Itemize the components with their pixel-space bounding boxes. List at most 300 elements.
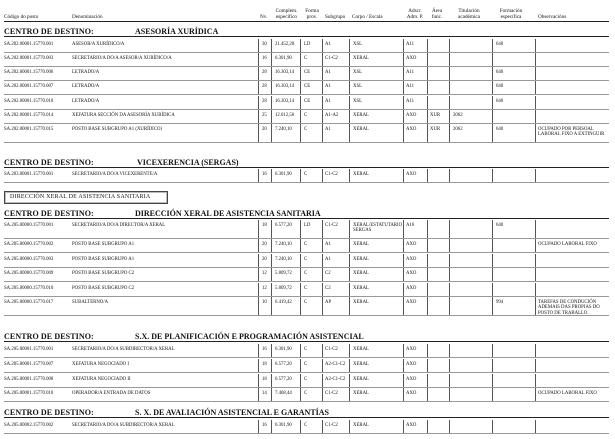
posto-denominacion: OPERADOR/A ENTRADA DE DATOS (72, 391, 151, 396)
posto-code: SA.205.00000.15770.001 (4, 223, 54, 228)
column-divider (492, 110, 493, 123)
column-divider (492, 96, 493, 109)
posto-adscricion: AXO (406, 300, 417, 305)
posto-nivel: 16 (262, 423, 267, 428)
posto-corpo: XERAL (353, 362, 369, 367)
posto-subgrupo: C2 (325, 286, 331, 291)
posto-subgrupo: C2 (325, 271, 331, 276)
column-divider (322, 169, 323, 182)
posto-subgrupo: A1 (325, 99, 331, 104)
column-divider (427, 39, 428, 52)
posto-denominacion: XEFATURA NEGOCIADO I (72, 362, 129, 367)
posto-formacion: 640 (496, 84, 504, 89)
column-divider (492, 81, 493, 94)
posto-subgrupo: C1-C2 (325, 347, 338, 352)
posto-denominacion: SECRETARIO/A DO/A VICEXERENTE/A (72, 172, 158, 177)
posto-formacion: 994 (496, 300, 504, 305)
column-divider (427, 297, 428, 315)
posto-nivel: 12 (262, 286, 267, 291)
posto-complemento: 6.577,20 (275, 377, 292, 382)
column-divider (449, 344, 450, 357)
posto-adscricion: AXO (406, 127, 417, 132)
posto-corpo: XERAL (353, 286, 369, 291)
column-divider (322, 388, 323, 401)
posto-forma: C (304, 377, 308, 382)
posto-adscricion: A16 (406, 223, 415, 228)
posto-code: SA.205.00001.15770.007 (4, 362, 54, 367)
column-divider (449, 254, 450, 267)
posto-formacion: 640 (496, 99, 504, 104)
row-divider (4, 52, 609, 53)
posto-nivel: 16 (262, 347, 267, 352)
column-divider (492, 124, 493, 142)
column-divider (403, 254, 404, 267)
posto-denominacion: POSTO BASE SUBGRUPO C2 (72, 271, 135, 276)
column-divider (322, 124, 323, 142)
posto-adscricion: A11 (406, 42, 415, 47)
column-divider (449, 374, 450, 387)
column-divider (300, 124, 301, 142)
posto-forma: C (304, 347, 308, 352)
column-divider (258, 96, 259, 109)
posto-complemento: 6.419,42 (275, 300, 292, 305)
column-divider (322, 283, 323, 296)
column-divider (300, 254, 301, 267)
column-divider (271, 220, 272, 238)
posto-denominacion: POSTO BASE SUBGRUPO A1 (XURÍDICO) (72, 127, 162, 132)
column-divider (403, 53, 404, 66)
column-divider (492, 359, 493, 372)
column-divider (492, 169, 493, 182)
column-divider (300, 96, 301, 109)
column-divider (535, 239, 536, 252)
column-divider (403, 239, 404, 252)
column-divider (427, 110, 428, 123)
posto-area: XUR (430, 113, 441, 118)
column-divider (271, 169, 272, 182)
posto-area: XUR (430, 127, 441, 132)
posto-adscricion: AXO (406, 347, 417, 352)
posto-subgrupo: A2-C1-C2 (325, 377, 346, 382)
section-label: CENTRO DE DESTINO: (4, 158, 94, 167)
column-divider (427, 53, 428, 66)
column-divider (535, 96, 536, 109)
posto-observacions: OCUPADO LABORAL FIXO (538, 242, 597, 247)
posto-forma: C (304, 113, 308, 118)
column-divider (492, 220, 493, 238)
posto-forma: LD (304, 223, 311, 228)
row-divider (4, 267, 609, 268)
column-divider (258, 220, 259, 238)
column-divider (492, 420, 493, 433)
column-divider (300, 39, 301, 52)
column-divider (535, 169, 536, 182)
header-denominacion: Denominación (72, 14, 103, 20)
column-divider (271, 124, 272, 142)
row-divider (4, 182, 609, 183)
column-divider (349, 344, 350, 357)
column-divider (449, 359, 450, 372)
row-divider (4, 433, 609, 434)
column-divider (449, 268, 450, 281)
posto-adscricion: AXO (406, 423, 417, 428)
boxed-heading-text: DIRECCIÓN XERAL DE ASISTENCIA SANITARIA (10, 194, 151, 200)
posto-code: SA.205.00001.15770.001 (4, 347, 54, 352)
boxed-heading (4, 191, 168, 204)
column-divider (449, 53, 450, 66)
column-divider (271, 39, 272, 52)
column-divider (258, 420, 259, 433)
header-area: Área func. (431, 8, 443, 20)
column-divider (271, 110, 272, 123)
column-divider (300, 283, 301, 296)
posto-denominacion: LETRADO/A (72, 70, 100, 75)
posto-adscricion: AXO (406, 56, 417, 61)
column-divider (535, 344, 536, 357)
column-divider (258, 39, 259, 52)
posto-titulacion: 2062 (453, 113, 463, 118)
column-divider (427, 169, 428, 182)
posto-adscricion: A11 (406, 84, 415, 89)
column-divider (449, 388, 450, 401)
column-divider (449, 67, 450, 80)
posto-code: SA.205.00001.15770.008 (4, 377, 54, 382)
posto-subgrupo: AP (325, 300, 332, 305)
column-divider (492, 268, 493, 281)
posto-code: SA.205.00000.15770.003 (4, 257, 54, 262)
posto-subgrupo: A2-C1-C2 (325, 362, 346, 367)
posto-adscricion: AXO (406, 172, 417, 177)
posto-denominacion: ASESOR/A XURÍDICO/A (72, 42, 125, 47)
posto-code: SA.202.00001.15770.006 (4, 70, 54, 75)
posto-nivel: 16 (262, 172, 267, 177)
posto-adscricion: AXO (406, 257, 417, 262)
column-divider (535, 124, 536, 142)
posto-subgrupo: A1 (325, 84, 331, 89)
column-divider (403, 283, 404, 296)
posto-code: SA.202.00001.15770.007 (4, 84, 54, 89)
section-rule (4, 341, 609, 342)
posto-complemento: 5.809,72 (275, 286, 292, 291)
column-divider (535, 374, 536, 387)
section-name: DIRECCIÓN XERAL DE ASISTENCIA SANITARIA (135, 209, 321, 218)
column-divider (300, 239, 301, 252)
column-divider (271, 81, 272, 94)
column-divider (349, 297, 350, 315)
posto-corpo: XSL (353, 70, 363, 75)
column-divider (322, 67, 323, 80)
column-divider (427, 220, 428, 238)
posto-adscricion: A11 (406, 70, 415, 75)
column-divider (258, 344, 259, 357)
column-divider (427, 388, 428, 401)
column-divider (258, 169, 259, 182)
row-divider (4, 252, 609, 253)
column-divider (427, 283, 428, 296)
column-divider (258, 254, 259, 267)
column-divider (271, 239, 272, 252)
posto-denominacion: LETRADO/A (72, 99, 100, 104)
posto-complemento: 7.240,10 (275, 127, 292, 132)
column-divider (322, 374, 323, 387)
posto-denominacion: POSTO BASE SUBGRUPO C2 (72, 286, 135, 291)
column-divider (427, 344, 428, 357)
column-divider (449, 283, 450, 296)
posto-subgrupo: A1 (325, 42, 331, 47)
section-rule (4, 167, 609, 168)
column-divider (403, 81, 404, 94)
posto-adscricion: AXO (406, 391, 417, 396)
posto-adscricion: AXO (406, 242, 417, 247)
column-divider (322, 254, 323, 267)
column-divider (349, 254, 350, 267)
posto-subgrupo: C1-C2 (325, 172, 338, 177)
column-divider (300, 268, 301, 281)
posto-complemento: 16.303,14 (275, 84, 295, 89)
row-divider (4, 142, 609, 143)
column-divider (349, 39, 350, 52)
posto-denominacion: SECRETARIO/A DO/A ASESOR/A XURÍDICO/A (72, 56, 172, 61)
column-divider (403, 39, 404, 52)
column-divider (535, 268, 536, 281)
column-divider (349, 239, 350, 252)
column-divider (271, 359, 272, 372)
row-divider (4, 357, 609, 358)
column-divider (258, 81, 259, 94)
posto-corpo: XERAL (353, 257, 369, 262)
column-divider (258, 239, 259, 252)
row-divider (4, 296, 609, 297)
posto-denominacion: XEFATURA NEGOCIADO II (72, 377, 131, 382)
column-divider (271, 268, 272, 281)
column-divider (403, 110, 404, 123)
column-divider (322, 96, 323, 109)
posto-code: SA.203.00001.15770.001 (4, 172, 54, 177)
column-divider (322, 39, 323, 52)
posto-nivel: 12 (262, 271, 267, 276)
column-divider (258, 359, 259, 372)
column-divider (258, 388, 259, 401)
column-divider (300, 169, 301, 182)
posto-adscricion: AXO (406, 286, 417, 291)
header-rule (4, 21, 609, 22)
posto-complemento: 16.303,14 (275, 70, 295, 75)
posto-corpo: XERAL (353, 347, 369, 352)
posto-subgrupo: A1 (325, 70, 331, 75)
posto-adscricion: AXO (406, 377, 417, 382)
column-divider (403, 344, 404, 357)
posto-titulacion: 2062 (453, 127, 463, 132)
posto-nivel: 30 (262, 42, 267, 47)
column-divider (322, 239, 323, 252)
column-divider (427, 359, 428, 372)
column-divider (427, 239, 428, 252)
row-divider (4, 80, 609, 81)
column-divider (349, 169, 350, 182)
column-divider (300, 220, 301, 238)
column-divider (349, 220, 350, 238)
section-name: ASESORÍA XURÍDICA (135, 27, 219, 36)
posto-corpo: XERAL (353, 391, 369, 396)
row-divider (4, 109, 609, 110)
column-divider (349, 67, 350, 80)
column-divider (449, 39, 450, 52)
row-divider (4, 123, 609, 124)
posto-complemento: 6.301,90 (275, 172, 292, 177)
column-divider (349, 96, 350, 109)
posto-code: SA.202.00001.15770.001 (4, 42, 54, 47)
column-divider (403, 374, 404, 387)
column-divider (492, 53, 493, 66)
posto-forma: C (304, 362, 308, 367)
column-divider (258, 53, 259, 66)
column-divider (492, 283, 493, 296)
posto-forma: C (304, 271, 308, 276)
posto-nivel: 20 (262, 127, 267, 132)
posto-forma: C (304, 56, 308, 61)
row-divider (4, 315, 609, 316)
posto-denominacion: POSTO BASE SUBGRUPO A1 (72, 242, 135, 247)
posto-subgrupo: A1 (325, 257, 331, 262)
posto-corpo: XERAL (353, 127, 369, 132)
column-divider (535, 297, 536, 315)
posto-subgrupo: C1-C2 (325, 223, 338, 228)
posto-code: SA.202.00001.15770.014 (4, 113, 54, 118)
section-label: CENTRO DE DESTINO: (4, 27, 94, 36)
column-divider (349, 283, 350, 296)
section-label: CENTRO DE DESTINO: (4, 209, 94, 218)
column-divider (258, 374, 259, 387)
column-divider (271, 297, 272, 315)
column-divider (322, 220, 323, 238)
posto-complemento: 6.577,20 (275, 362, 292, 367)
section-label: CENTRO DE DESTINO: (4, 332, 94, 341)
posto-code: SA.202.00001.15770.010 (4, 99, 54, 104)
header-forma: Forma prov. (305, 8, 319, 20)
posto-nivel: 16 (262, 56, 267, 61)
column-divider (403, 220, 404, 238)
column-divider (258, 124, 259, 142)
column-divider (427, 420, 428, 433)
posto-code: SA.205.00002.15770.002 (4, 423, 54, 428)
column-divider (300, 374, 301, 387)
posto-forma: C (304, 242, 308, 247)
column-divider (535, 254, 536, 267)
posto-complemento: 7.468,44 (275, 391, 292, 396)
column-divider (349, 420, 350, 433)
column-divider (403, 388, 404, 401)
posto-adscricion: AXO (406, 113, 417, 118)
posto-corpo: XERAL (353, 56, 369, 61)
column-divider (535, 420, 536, 433)
column-divider (300, 359, 301, 372)
column-divider (300, 67, 301, 80)
column-divider (449, 81, 450, 94)
posto-denominacion: SECRETARIO/A DO/A DIRECTOR/A XERAL (72, 223, 166, 228)
header-corpo: Corpo / Escala (352, 14, 383, 20)
posto-subgrupo: C1-C2 (325, 391, 338, 396)
column-divider (403, 268, 404, 281)
section-name: S.X. DE PLANIFICACIÓN E PROGRAMACIÓN ASISTENCIAL (135, 332, 364, 341)
posto-forma: CE (304, 70, 311, 75)
posto-forma: LD (304, 42, 311, 47)
posto-code: SA.205.00001.15770.010 (4, 391, 54, 396)
header-nv: Nv. (260, 14, 268, 20)
posto-code: SA.205.00000.15770.002 (4, 242, 54, 247)
header-subgrupo: Subgrupo (325, 14, 346, 20)
column-divider (322, 359, 323, 372)
section-label: CENTRO DE DESTINO: (4, 408, 94, 417)
column-divider (300, 81, 301, 94)
column-divider (492, 388, 493, 401)
section-name: S. X. DE AVALIACIÓN ASISTENCIAL E GARANTÍAS (135, 408, 329, 417)
posto-observacions: TAREFAS DE CONDUCIÓN ADEMAIS DAS PROPIAS DO POSTO DE TRABALLO. (538, 300, 600, 316)
posto-complemento: 21.452,20 (275, 42, 295, 47)
header-codigo: Código do posto (4, 14, 39, 20)
section-rule (4, 36, 609, 37)
posto-subgrupo: C1-C2 (325, 423, 338, 428)
posto-code: SA.205.00000.15770.010 (4, 286, 54, 291)
column-divider (349, 124, 350, 142)
posto-formacion: 640 (496, 42, 504, 47)
posto-code: SA.205.00000.15770.009 (4, 271, 54, 276)
posto-subgrupo: A1-A2 (325, 113, 339, 118)
posto-forma: C (304, 127, 308, 132)
posto-complemento: 6.301,90 (275, 347, 292, 352)
header-titulacion: Titulación académica (458, 8, 480, 20)
posto-corpo: XERAL (353, 242, 369, 247)
column-divider (349, 53, 350, 66)
column-divider (349, 81, 350, 94)
posto-denominacion: SUBALTERNO/A (72, 300, 109, 305)
column-divider (271, 254, 272, 267)
posto-observacions: OCUPADO LABORAL FIXO (538, 391, 597, 396)
posto-code: SA.202.00001.15770.015 (4, 127, 54, 132)
column-divider (349, 388, 350, 401)
posto-nivel: 28 (262, 84, 267, 89)
column-divider (535, 220, 536, 238)
posto-corpo: XERAL (353, 377, 369, 382)
header-complemento: Complem. específico (275, 8, 298, 20)
column-divider (300, 297, 301, 315)
column-divider (349, 268, 350, 281)
posto-nivel: 25 (262, 113, 267, 118)
posto-adscricion: AXO (406, 271, 417, 276)
column-divider (449, 169, 450, 182)
column-divider (403, 359, 404, 372)
posto-complemento: 12.012,56 (275, 113, 295, 118)
column-divider (492, 254, 493, 267)
column-divider (427, 96, 428, 109)
posto-observacions: OCUPADO POR PERSOAL LABORAL FIXO A EXTINGUIR (538, 127, 605, 138)
posto-denominacion: POSTO BASE SUBGRUPO A1 (72, 257, 135, 262)
column-divider (271, 53, 272, 66)
posto-nivel: 28 (262, 99, 267, 104)
posto-forma: CE (304, 84, 311, 89)
posto-corpo: XERAL (353, 300, 369, 305)
posto-nivel: 10 (262, 300, 267, 305)
posto-forma: C (304, 423, 308, 428)
column-divider (535, 388, 536, 401)
column-divider (300, 420, 301, 433)
column-divider (271, 420, 272, 433)
row-divider (4, 281, 609, 282)
column-divider (271, 96, 272, 109)
column-divider (349, 359, 350, 372)
column-divider (492, 297, 493, 315)
row-divider (4, 238, 609, 239)
column-divider (449, 124, 450, 142)
